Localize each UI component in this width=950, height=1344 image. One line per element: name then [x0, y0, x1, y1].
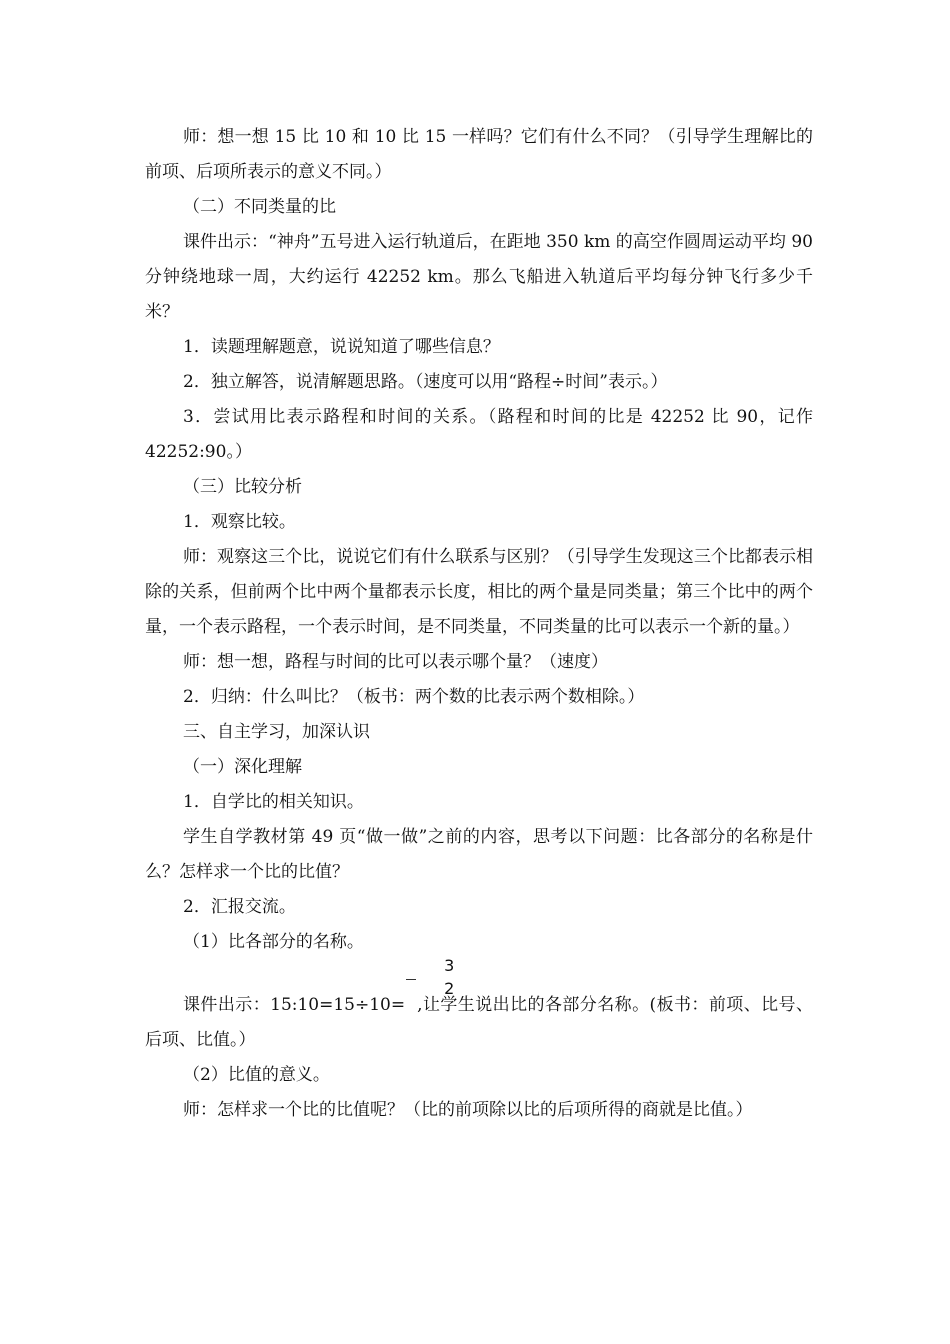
- fraction-denominator: 2: [444, 979, 455, 998]
- paragraph: 师：想一想 15 比 10 和 10 比 15 一样吗？它们有什么不同？（引导学生理解比的前项、后项所表示的意义不同。）: [145, 127, 813, 182]
- paragraph: 2．汇报交流。: [183, 897, 296, 917]
- tail-paragraph-list: [145, 1058, 813, 1128]
- paragraph: 1．读题理解题意，说说知道了哪些信息？: [183, 337, 500, 357]
- fraction-trail-text: ,让学生说出比的各部分名称。(板书：前项、比号、后项、比值。）: [145, 995, 813, 1050]
- fraction-paragraph: [145, 956, 813, 1058]
- fraction-lead-text: 课件出示：15:10=15÷10=: [183, 995, 406, 1015]
- paragraph: 学生自学教材第 49 页“做一做”之前的内容，思考以下问题：比各部分的名称是什么？怎样求一个比的比值？: [145, 827, 813, 882]
- paragraph: 1．自学比的相关知识。: [183, 792, 364, 812]
- paragraph: 课件出示：“神舟”五号进入运行轨道后，在距地 350 km 的高空作圆周运动平均 90 分钟绕地球一周，大约运行 42252 km。那么飞船进入轨道后平均每分钟飞行多少千米？: [145, 232, 813, 322]
- fraction-three-halves: [405, 956, 455, 1010]
- paragraph: （二）不同类量的比: [183, 197, 336, 217]
- paragraph: 1．观察比较。: [183, 512, 296, 532]
- paragraph: 3．尝试用比表示路程和时间的关系。（路程和时间的比是 42252 比 90，记作 42252:90。）: [145, 407, 813, 462]
- document-page: [145, 120, 813, 1128]
- paragraph: 2．归纳：什么叫比？（板书：两个数的比表示两个数相除。）: [183, 687, 645, 707]
- paragraph: 师：怎样求一个比的比值呢？（比的前项除以比的后项所得的商就是比值。）: [183, 1100, 753, 1120]
- fraction-bar: [406, 979, 416, 980]
- paragraph: （2）比值的意义。: [183, 1065, 330, 1085]
- fraction-numerator: 3: [444, 956, 455, 975]
- paragraph: （三）比较分析: [183, 477, 302, 497]
- paragraph: 三、自主学习，加深认识: [183, 722, 370, 742]
- paragraph: （一）深化理解: [183, 757, 302, 777]
- paragraph: （1）比各部分的名称。: [183, 932, 364, 952]
- paragraph-list: [145, 120, 813, 960]
- paragraph: 师：观察这三个比，说说它们有什么联系与区别？（引导学生发现这三个比都表示相除的关系，但前两个比中两个量都表示长度，相比的两个量是同类量；第三个比中的两个量，一个表示路程，一个表示时间，是不同类量，不同类量的比可以表示一个新的量。）: [145, 547, 813, 637]
- paragraph: 2．独立解答，说清解题思路。（速度可以用“路程÷时间”表示。）: [183, 372, 668, 392]
- paragraph: 师：想一想，路程与时间的比可以表示哪个量？（速度）: [183, 652, 608, 672]
